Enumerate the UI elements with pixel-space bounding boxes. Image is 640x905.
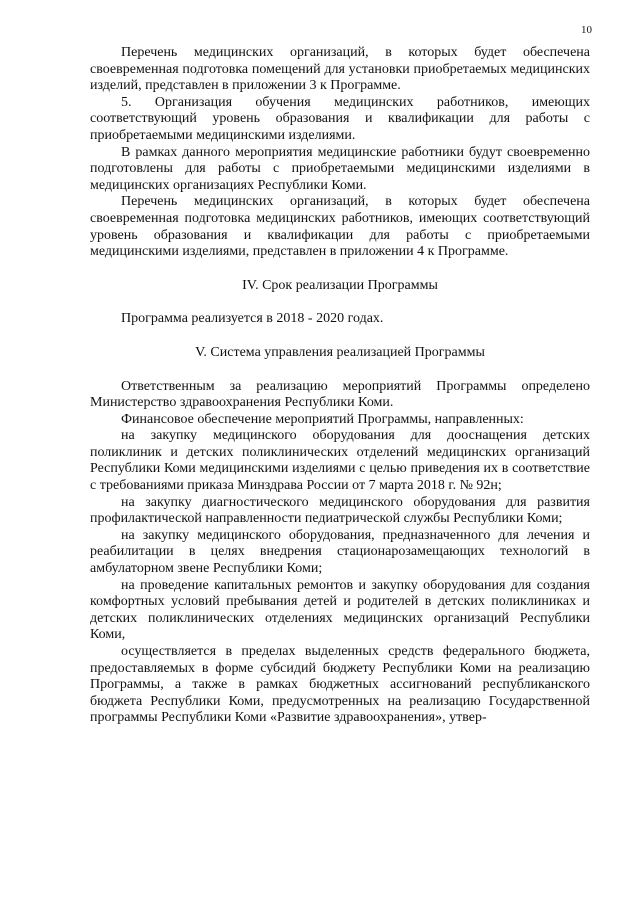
paragraph: Перечень медицинских организаций, в которых будет обеспечена своевременная подготовка помещений для установки приобретаемых медицинских изделий, представлен в приложении 3 к Программе. [90,45,590,94]
page-number: 10 [581,24,592,36]
paragraph: Финансовое обеспечение мероприятий Программы, направленных: [121,411,524,427]
paragraph: на закупку медицинского оборудования для дооснащения детских поликлиник и детских поликлинических отделений медицинских организаций Республики Коми медицинскими изделиями с целью приведения их в соответствие с требованиями приказа Минздрава России от 7 марта 2018 г. № 92н; [90,428,590,494]
paragraph: Перечень медицинских организаций, в которых будет обеспечена своевременная подготовка медицинских работников, имеющих соответствующий уровень образования и квалификации для работы с приобретаемыми медицинскими изделиями, представлен в приложении 4 к Программе. [90,194,590,260]
paragraph: осуществляется в пределах выделенных средств федерального бюджета, предоставляемых в форме субсидий бюджету Республики Коми на реализацию Программы, а также в рамках бюджетных ассигнований республиканского бюджета Республики Коми, предусмотренных на реализацию Государственной программы Республики Коми «Развитие здравоохранения», утвер- [90,644,590,726]
section-heading-iv: IV. Срок реализации Программы [242,277,438,293]
paragraph: на закупку диагностического медицинского оборудования для развития профилактической направленности педиатрической службы Республики Коми; [90,494,590,527]
paragraph: Программа реализуется в 2018 - 2020 годах. [121,311,384,327]
section-heading-v: V. Система управления реализацией Программы [195,344,485,360]
paragraph: В рамках данного мероприятия медицинские работники будут своевременно подготовлены для работы с приобретаемыми медицинскими изделиями в медицинских организациях Республики Коми. [90,144,590,193]
paragraph: 5. Организация обучения медицинских работников, имеющих соответствующий уровень образования и квалификации для работы с приобретаемыми медицинскими изделиями. [90,94,590,143]
paragraph: на проведение капитальных ремонтов и закупку оборудования для создания комфортных условий пребывания детей и родителей в детских поликлиниках и детских поликлинических отделениях медицинских организаций Республики Коми, [90,577,590,643]
paragraph: на закупку медицинского оборудования, предназначенного для лечения и реабилитации в целях внедрения стационарозамещающих технологий в амбулаторном звене Республики Коми; [90,527,590,577]
paragraph: Ответственным за реализацию мероприятий Программы определено Министерство здравоохранения Республики Коми. [90,378,590,411]
document-body [90,45,590,727]
